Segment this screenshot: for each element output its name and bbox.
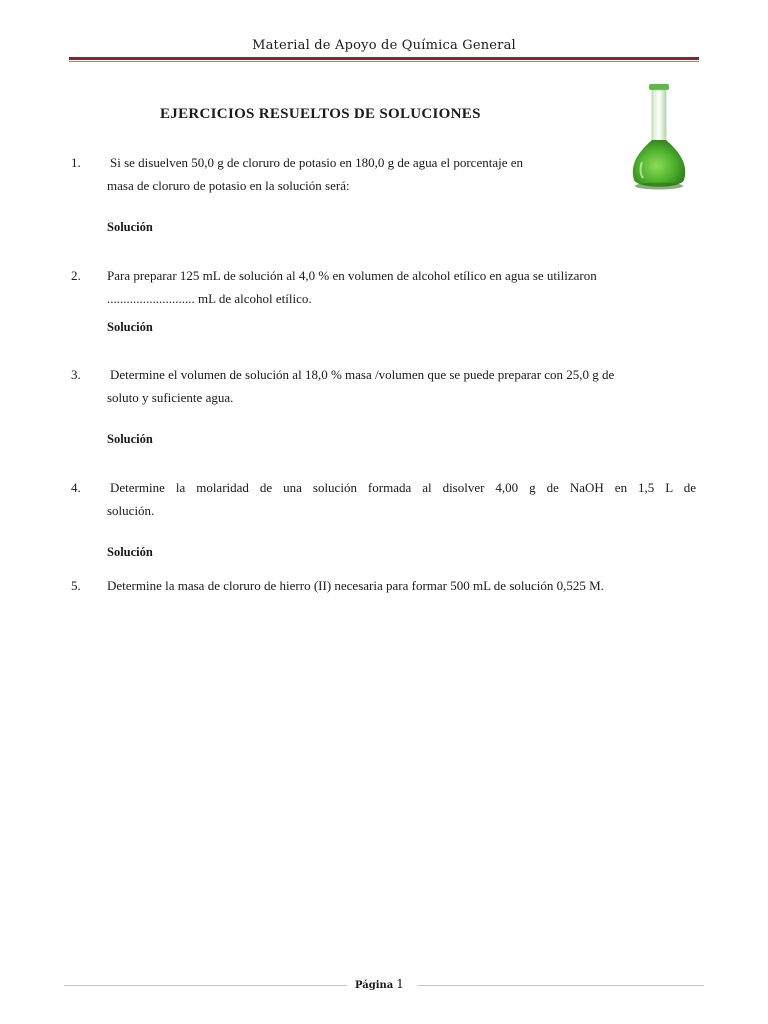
exercise-text-line: Determine la masa de cloruro de hierro (II) necesaria para formar 500 mL de solución 0,525 M. [107, 578, 604, 593]
exercise-number: 1. [71, 155, 81, 170]
solution-label-3: Solución [107, 432, 153, 446]
footer-divider-left [64, 985, 347, 986]
exercise-text-line: solución. [107, 503, 155, 518]
page-number-label [355, 977, 404, 991]
header-divider [69, 57, 699, 60]
footer-divider-right [417, 985, 704, 986]
solution-label-4: Solución [107, 545, 153, 559]
exercise-text-line: masa de cloruro de potasio en la solución será: [107, 178, 350, 193]
exercise-item-4 [71, 476, 696, 522]
exercise-text-line: soluto y suficiente agua. [107, 390, 234, 405]
exercise-number: 5. [71, 578, 81, 593]
header-title: Material de Apoyo de Química General [252, 38, 516, 53]
exercise-number: 4. [71, 480, 81, 495]
exercise-text-line: Para preparar 125 mL de solución al 4,0 % en volumen de alcohol etílico en agua se utilizaron [107, 268, 597, 283]
exercise-text-line: ........................... mL de alcohol etílico. [107, 291, 312, 306]
document-title: EJERCICIOS RESUELTOS DE SOLUCIONES [160, 106, 481, 122]
exercise-item-2 [71, 264, 696, 310]
page-label: Página [355, 980, 394, 991]
exercise-text-line: Determine la molaridad de una solución formada al disolver 4,00 g de NaOH en 1,5 L de [110, 480, 696, 495]
exercise-text-line: Si se disuelven 50,0 g de cloruro de potasio en 180,0 g de agua el porcentaje en [110, 155, 523, 170]
header-divider-thin [69, 61, 699, 62]
exercise-number: 3. [71, 367, 81, 382]
solution-label-2: Solución [107, 320, 153, 334]
exercise-item-5 [71, 574, 696, 597]
exercise-number: 2. [71, 268, 81, 283]
exercise-item-1 [71, 151, 696, 197]
exercise-text-line: Determine el volumen de solución al 18,0 % masa /volumen que se puede preparar con 25,0 g de [110, 367, 615, 382]
exercise-item-3 [71, 363, 696, 409]
solution-label-1: Solución [107, 220, 153, 234]
page-number: 1 [396, 977, 404, 991]
